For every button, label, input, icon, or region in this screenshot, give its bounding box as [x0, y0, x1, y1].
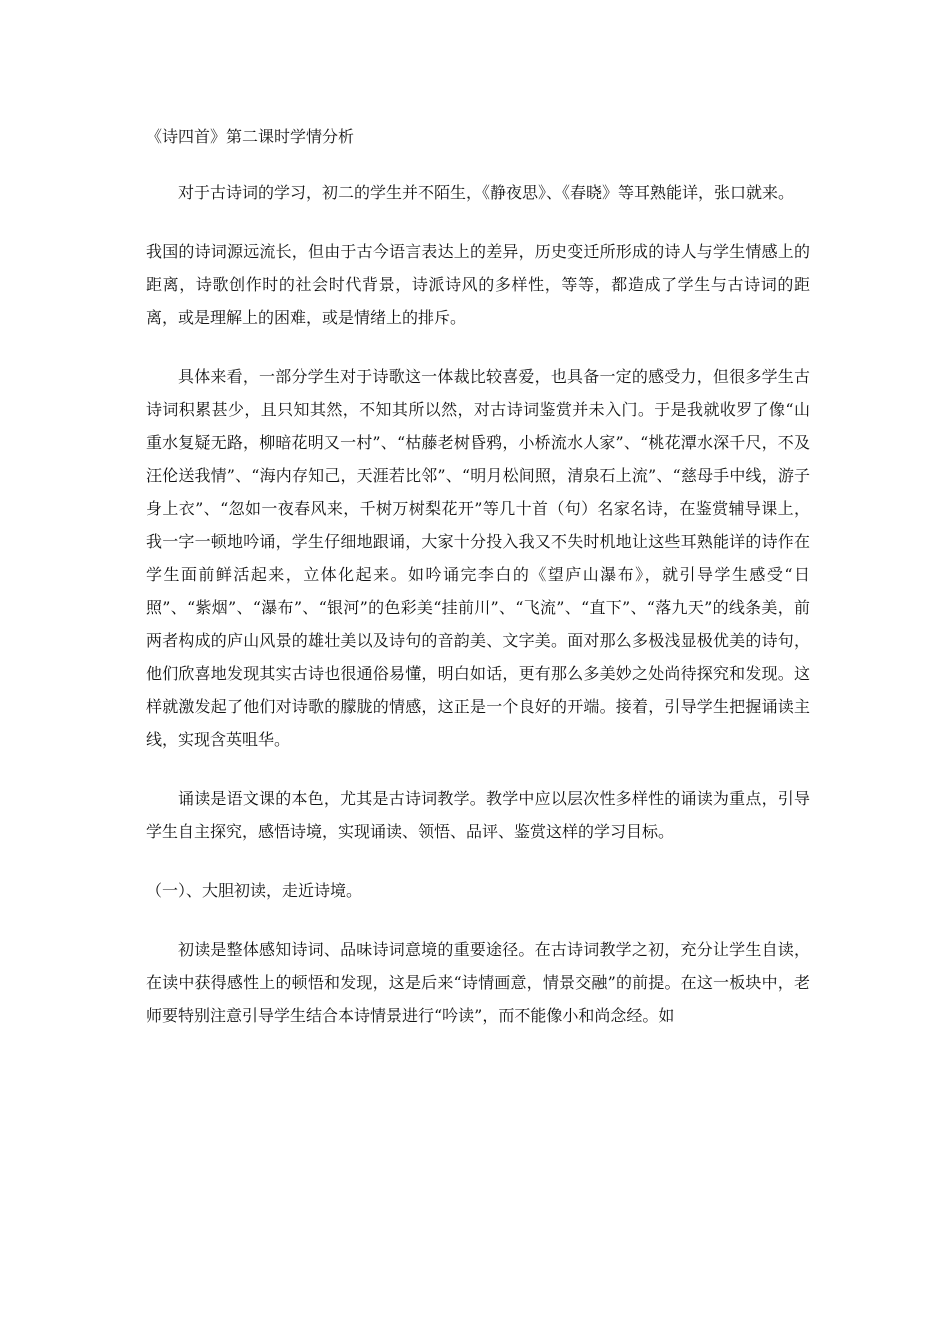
paragraph-5: 初读是整体感知诗词、品味诗词意境的重要途径。在古诗词教学之初，充分让学生自读，在读中获得感性上的顿悟和发现，这是后来“诗情画意，情景交融”的前提。在这一板块中，老师要特别注意引导学生结合本诗情景进行“吟读”，而不能像小和尚念经。如 — [146, 940, 810, 1025]
section-heading-1: （一）、大胆初读，走近诗境。 — [146, 881, 363, 900]
paragraph-1: 对于古诗词的学习，初二的学生并不陌生，《静夜思》、《春晓》等耳熟能详，张口就来。 — [178, 183, 795, 202]
paragraph-3: 具体来看，一部分学生对于诗歌这一体裁比较喜爱，也具备一定的感受力，但很多学生古诗词积累甚少，且只知其然，不知其所以然，对古诗词鉴赏并未入门。于是我就收罗了像“山重水复疑无路，柳暗花明又一村”、“枯藤老树昏鸦，小桥流水人家”、“桃花潭水深千尺，不及汪伦送我情”、“海内存知己，天涯若比邻”、“明月松间照，清泉石上流”、“慈母手中线，游子身上衣”、“忽如一夜春风来，千树万树梨花开”等几十首（句）名家名诗，在鉴赏辅导课上，我一字一顿地吟诵，学生仔细地跟诵，大家十分投入我又不失时机地让这些耳熟能详的诗作在学生面前鲜活起来，立体化起来。如吟诵完李白的《望庐山瀑布》，就引导学生感受“日照”、“紫烟”、“瀑布”、“银河”的色彩美“挂前川”、“飞流”、“直下”、“落九天”的线条美，前两者构成的庐山风景的雄壮美以及诗句的音韵美、文字美。面对那么多极浅显极优美的诗句，他们欣喜地发现其实古诗也很通俗易懂，明白如话，更有那么多美妙之处尚待探究和发现。这样就激发起了他们对诗歌的朦胧的情感，这正是一个良好的开端。接着，引导学生把握诵读主线，实现含英咀华。 — [146, 367, 810, 749]
paragraph-2: 我国的诗词源远流长，但由于古今语言表达上的差异，历史变迁所形成的诗人与学生情感上的距离，诗歌创作时的社会时代背景，诗派诗风的多样性，等等，都造成了学生与古诗词的距离，或是理解上的困难，或是情绪上的排斥。 — [146, 242, 810, 327]
document-page — [146, 118, 810, 1058]
paragraph-4: 诵读是语文课的本色，尤其是古诗词教学。教学中应以层次性多样性的诵读为重点，引导学生自主探究，感悟诗境，实现诵读、领悟、品评、鉴赏这样的学习目标。 — [146, 789, 810, 841]
document-title: 《诗四首》第二课时学情分析 — [146, 127, 355, 146]
